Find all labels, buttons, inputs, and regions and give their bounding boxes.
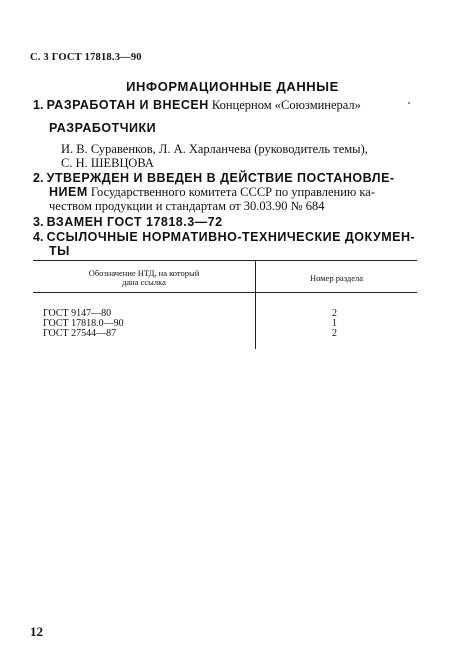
row-document: ГОСТ 27544—87 — [33, 329, 256, 349]
item-4-line-1 — [33, 230, 415, 245]
item-3-number: 3. — [33, 215, 44, 229]
item-2-heading-end: НИЕМ — [49, 185, 88, 199]
row-section: 1 — [332, 318, 337, 329]
header-document-designation — [33, 261, 256, 293]
item-3-text: ВЗАМЕН ГОСТ 17818.3—72 — [46, 215, 223, 229]
item-1-text: Концерном «Союзминерал» — [211, 98, 361, 112]
section-title: ИНФОРМАЦИОННЫЕ ДАННЫЕ — [126, 79, 339, 94]
header-document-designation-line-2: дана ссылка — [122, 277, 166, 287]
item-2-line-1 — [33, 171, 395, 186]
row-section: 2 — [332, 308, 337, 319]
header-document-designation-line-1: Обозначение НТД, на который — [88, 268, 200, 278]
page-number: 12 — [30, 624, 43, 639]
item-1-number: 1. — [33, 98, 44, 112]
item-4-number: 4. — [33, 230, 44, 244]
table-row — [33, 329, 417, 349]
item-2-line-3: чеством продукции и стандартам от 30.03.90 № 684 — [49, 199, 325, 213]
item-4-line-2: ТЫ — [49, 244, 70, 258]
item-2-heading: УТВЕРЖДЕН И ВВЕДЕН В ДЕЙСТВИЕ ПОСТАНОВЛЕ- — [46, 171, 395, 185]
developers-heading: РАЗРАБОТЧИКИ — [49, 121, 157, 135]
item-2-line-2 — [49, 185, 375, 200]
item-2-number: 2. — [33, 171, 44, 185]
item-3 — [33, 215, 223, 230]
page-header: С. 3 ГОСТ 17818.3—90 — [30, 52, 142, 63]
item-2-text: Государственного комитета СССР по управлению ка- — [90, 185, 375, 199]
row-document: ГОСТ 17818.0—90 — [33, 319, 256, 329]
row-section: 2 — [332, 328, 337, 339]
developers-line-1: И. В. Суравенков, Л. А. Харланчева (руководитель темы), — [61, 142, 368, 156]
row-document: ГОСТ 9147—80 — [33, 293, 256, 320]
developers-line-2: С. Н. ШЕВЦОВА — [61, 156, 154, 170]
item-1-heading: РАЗРАБОТАН И ВНЕСЕН — [46, 98, 209, 112]
references-table — [33, 260, 417, 349]
table-header-row — [33, 261, 417, 293]
header-section-number: Номер раздела — [256, 261, 418, 293]
item-4-heading: ССЫЛОЧНЫЕ НОРМАТИВНО-ТЕХНИЧЕСКИЕ ДОКУМЕН- — [46, 230, 416, 244]
item-1 — [33, 98, 361, 113]
table-row — [33, 293, 417, 320]
print-speck — [408, 102, 410, 104]
